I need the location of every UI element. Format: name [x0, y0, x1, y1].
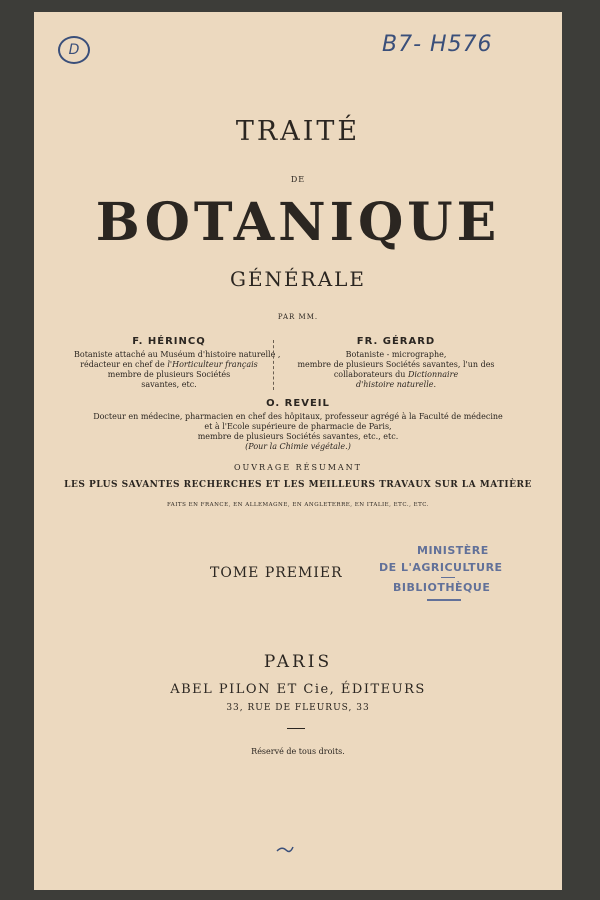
- imprint-dash: [287, 728, 305, 729]
- library-stamp: [379, 544, 503, 601]
- subtitle-recherches: LES PLUS SAVANTES RECHERCHES ET LES MEILLEURS TRAVAUX SUR LA MATIÈRE: [64, 480, 532, 490]
- author-desc-line: [286, 370, 506, 380]
- author-desc-line: [74, 360, 264, 370]
- author-desc-line: Docteur en médecine, pharmacien en chef des hôpitaux, professeur agrégé à la Faculté de médecine: [93, 412, 503, 421]
- shelfmark: B7- H576: [382, 32, 493, 57]
- author-name: O. REVEIL: [266, 398, 330, 409]
- author-name: F. HÉRINCQ: [132, 336, 206, 347]
- author-desc-line: [286, 380, 506, 390]
- imprint-address: 33, RUE DE FLEURUS, 33: [226, 703, 370, 713]
- stamp-rule: [441, 577, 455, 578]
- rights-reserved: Réservé de tous droits.: [251, 747, 345, 756]
- stamp-line: DE L'AGRICULTURE: [379, 561, 503, 574]
- author-desc-line: savantes, etc.: [141, 380, 197, 389]
- stamp-rule: [427, 599, 461, 601]
- author-desc-line: Botaniste - micrographe,: [345, 350, 447, 359]
- title-line-traite: TRAITÉ: [235, 116, 361, 147]
- ouvrage-resumant: OUVRAGE RÉSUMANT: [233, 463, 363, 472]
- stamp-line: MINISTÈRE: [417, 544, 489, 557]
- author-reveil: [34, 398, 562, 452]
- author-desc-italic: l'Horticulteur français: [167, 360, 258, 369]
- imprint-city: PARIS: [263, 652, 333, 672]
- author-desc-text: rédacteur en chef de: [80, 360, 168, 369]
- author-desc-italic: Dictionnaire: [407, 370, 459, 379]
- ink-mark: [276, 838, 294, 857]
- author-desc-italic: (Pour la Chimie végétale.): [245, 442, 351, 451]
- author-desc-line: Botaniste attaché au Muséum d'histoire naturelle ,: [74, 350, 281, 359]
- author-herincq: [74, 336, 281, 390]
- author-desc-italic: d'histoire naturelle.: [355, 380, 437, 389]
- stamp-line: BIBLIOTHÈQUE: [393, 581, 491, 594]
- tome-premier: TOME PREMIER: [210, 565, 343, 581]
- author-desc-line: [34, 442, 562, 452]
- author-desc-line: membre de plusieurs Sociétés: [107, 370, 231, 379]
- title-line-generale: GÉNÉRALE: [229, 267, 367, 291]
- author-desc-line: membre de plusieurs Sociétés savantes, etc., etc.: [197, 432, 399, 441]
- title-page: [34, 12, 562, 890]
- author-desc-line: membre de plusieurs Sociétés savantes, l'un des: [297, 360, 495, 369]
- circled-mark-text: D: [68, 42, 80, 58]
- circled-mark: [58, 36, 90, 64]
- author-gerard: [286, 336, 506, 390]
- author-name: FR. GÉRARD: [356, 336, 436, 347]
- imprint-publisher: ABEL PILON ET Cie, ÉDITEURS: [170, 682, 426, 697]
- author-desc-line: et à l'Ecole supérieure de pharmacie de Paris,: [204, 422, 392, 431]
- title-line-de: DE: [290, 175, 306, 184]
- par-mm: PAR MM.: [277, 313, 319, 321]
- author-divider: [273, 340, 274, 390]
- title-line-botanique: BOTANIQUE: [95, 192, 501, 253]
- subtitle-countries: FAITS EN FRANCE, EN ALLEMAGNE, EN ANGLETERRE, EN ITALIE, ETC., ETC.: [166, 502, 430, 508]
- author-desc-text: collaborateurs du: [333, 370, 408, 379]
